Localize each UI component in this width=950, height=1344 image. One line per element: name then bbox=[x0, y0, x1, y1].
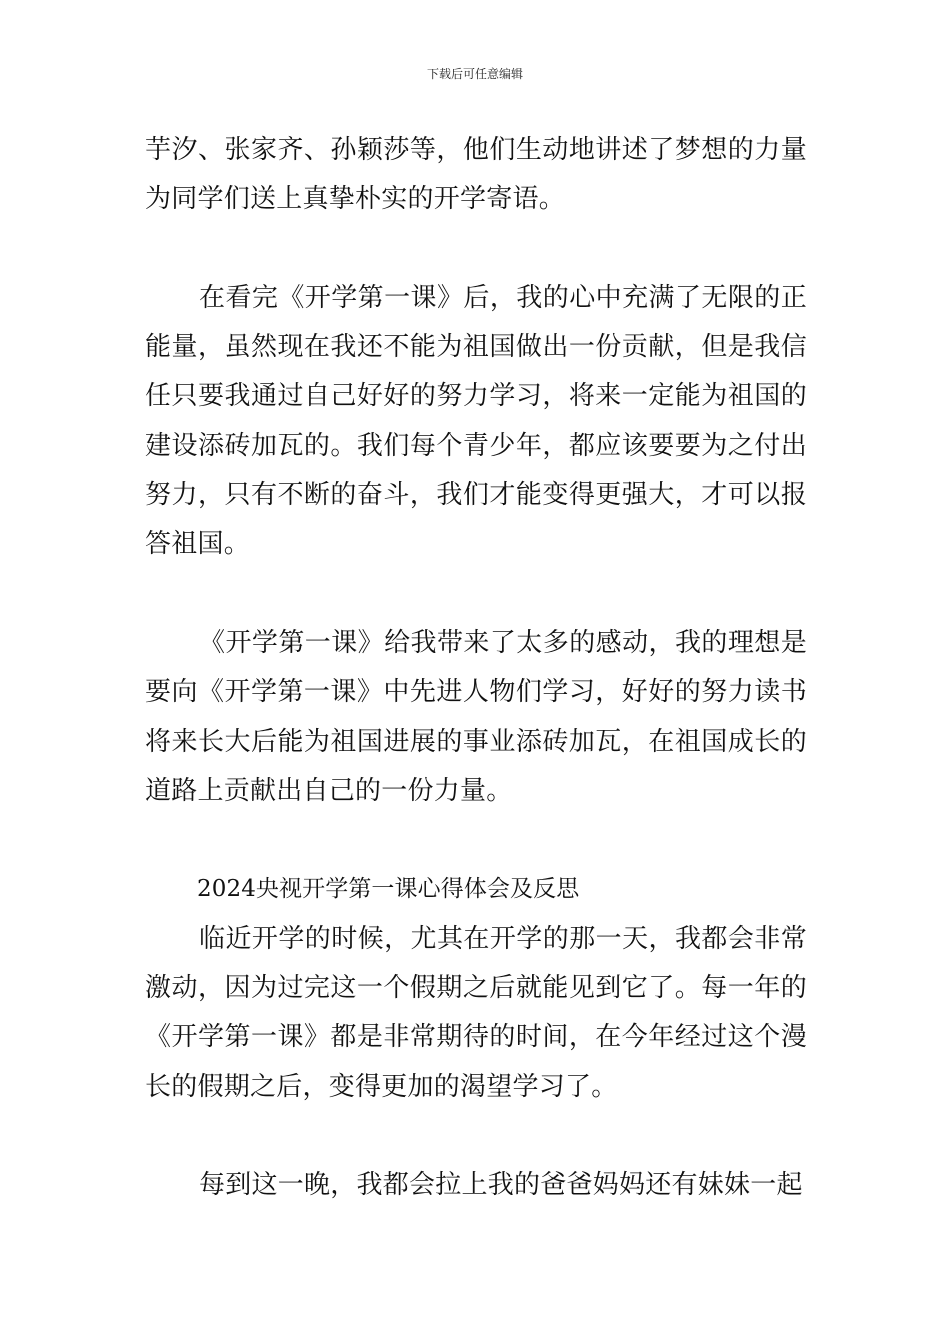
document-body bbox=[145, 126, 807, 1211]
paragraph-evening: 每到这一晚，我都会拉上我的爸爸妈妈还有妹妹一起 bbox=[199, 1170, 803, 1201]
section-title: 2024央视开学第一课心得体会及反思 bbox=[197, 876, 580, 903]
paragraph-reflection: 在看完《开学第一课》后，我的心中充满了无限的正能量，虽然现在我还不能为祖国做出一份贡献，但是我信任只要我通过自己好好的努力学习，将来一定能为祖国的建设添砖加瓦的。我们每个青少年，都应该要要为之付出努力，只有不断的奋斗，我们才能变得更强大，才可以报答祖国。 bbox=[145, 282, 807, 560]
paragraph-ideal: 《开学第一课》给我带来了太多的感动，我的理想是要向《开学第一课》中先进人物们学习，好好的努力读书将来长大后能为祖国进展的事业添砖加瓦，在祖国成长的道路上贡献出自己的一份力量。 bbox=[145, 627, 807, 806]
paragraph-anticipation: 临近开学的时候，尤其在开学的那一天，我都会非常激动，因为过完这一个假期之后就能见到它了。每一年的《开学第一课》都是非常期待的时间，在今年经过这个漫长的假期之后，变得更加的渴望学习了。 bbox=[145, 923, 807, 1102]
paragraph-continued: 芋汐、张家齐、孙颖莎等，他们生动地讲述了梦想的力量为同学们送上真挚朴实的开学寄语。 bbox=[145, 135, 807, 215]
page-header: 下载后可任意编辑 bbox=[426, 67, 523, 81]
